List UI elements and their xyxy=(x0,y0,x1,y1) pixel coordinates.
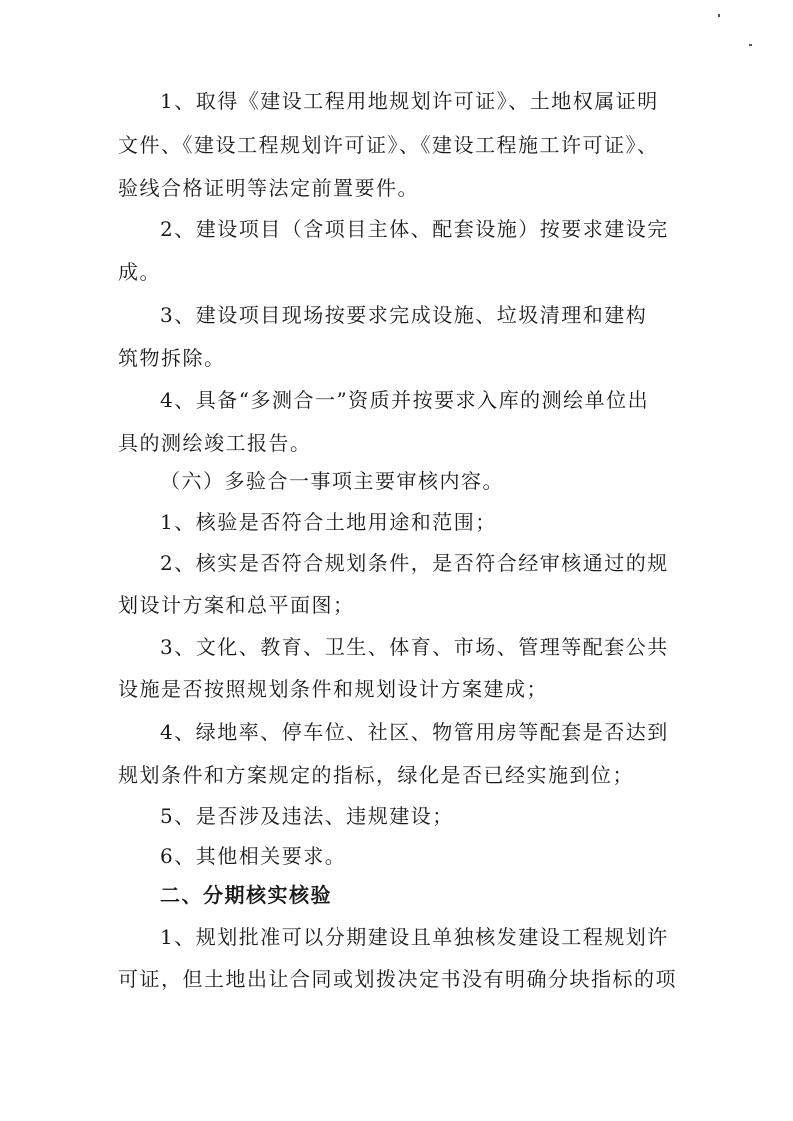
scan-speck xyxy=(718,14,720,17)
paragraph-line: 3、建设项目现场按要求完成设施、垃圾清理和建构 xyxy=(160,303,648,327)
paragraph-line: 成。 xyxy=(118,260,161,284)
paragraph-line: 验线合格证明等法定前置要件。 xyxy=(118,176,419,200)
scan-speck xyxy=(749,44,752,46)
paragraph-line: 1、取得《建设工程用地规划许可证》、土地权属证明 xyxy=(160,89,659,113)
paragraph-line: 1、规划批准可以分期建设且单独核发建设工程规划许 xyxy=(160,925,669,949)
paragraph-line: 设施是否按照规划条件和规划设计方案建成； xyxy=(118,677,548,701)
section-heading: 二、分期核实核验 xyxy=(160,883,332,907)
paragraph-line: 4、具备“多测合一”资质并按要求入库的测绘单位出 xyxy=(160,388,650,412)
paragraph-line: 筑物拆除。 xyxy=(118,346,226,370)
paragraph-line: 划设计方案和总平面图； xyxy=(118,593,355,617)
paragraph-line: 具的测绘竣工报告。 xyxy=(118,431,312,455)
paragraph-line: 1、核验是否符合土地用途和范围； xyxy=(160,510,497,534)
paragraph-line: 2、建设项目（含项目主体、配套设施）按要求建设完 xyxy=(160,217,669,241)
paragraph-line: 可证，但土地出让合同或划拨决定书没有明确分块指标的项 xyxy=(118,967,677,991)
paragraph-line: 4、绿地率、停车位、社区、物管用房等配套是否达到 xyxy=(160,720,669,744)
paragraph-line: 5、是否涉及违法、违规建设； xyxy=(160,804,454,828)
paragraph-line: 3、文化、教育、卫生、体育、市场、管理等配套公共 xyxy=(160,635,669,659)
paragraph-line: 2、核实是否符合规划条件，是否符合经审核通过的规 xyxy=(160,551,669,575)
paragraph-line: 文件、《建设工程规划许可证》、《建设工程施工许可证》、 xyxy=(118,133,659,157)
paragraph-line: 6、其他相关要求。 xyxy=(160,844,347,868)
section-heading: （六）多验合一事项主要审核内容。 xyxy=(160,469,504,493)
paragraph-line: 规划条件和方案规定的指标，绿化是否已经实施到位； xyxy=(118,763,634,787)
